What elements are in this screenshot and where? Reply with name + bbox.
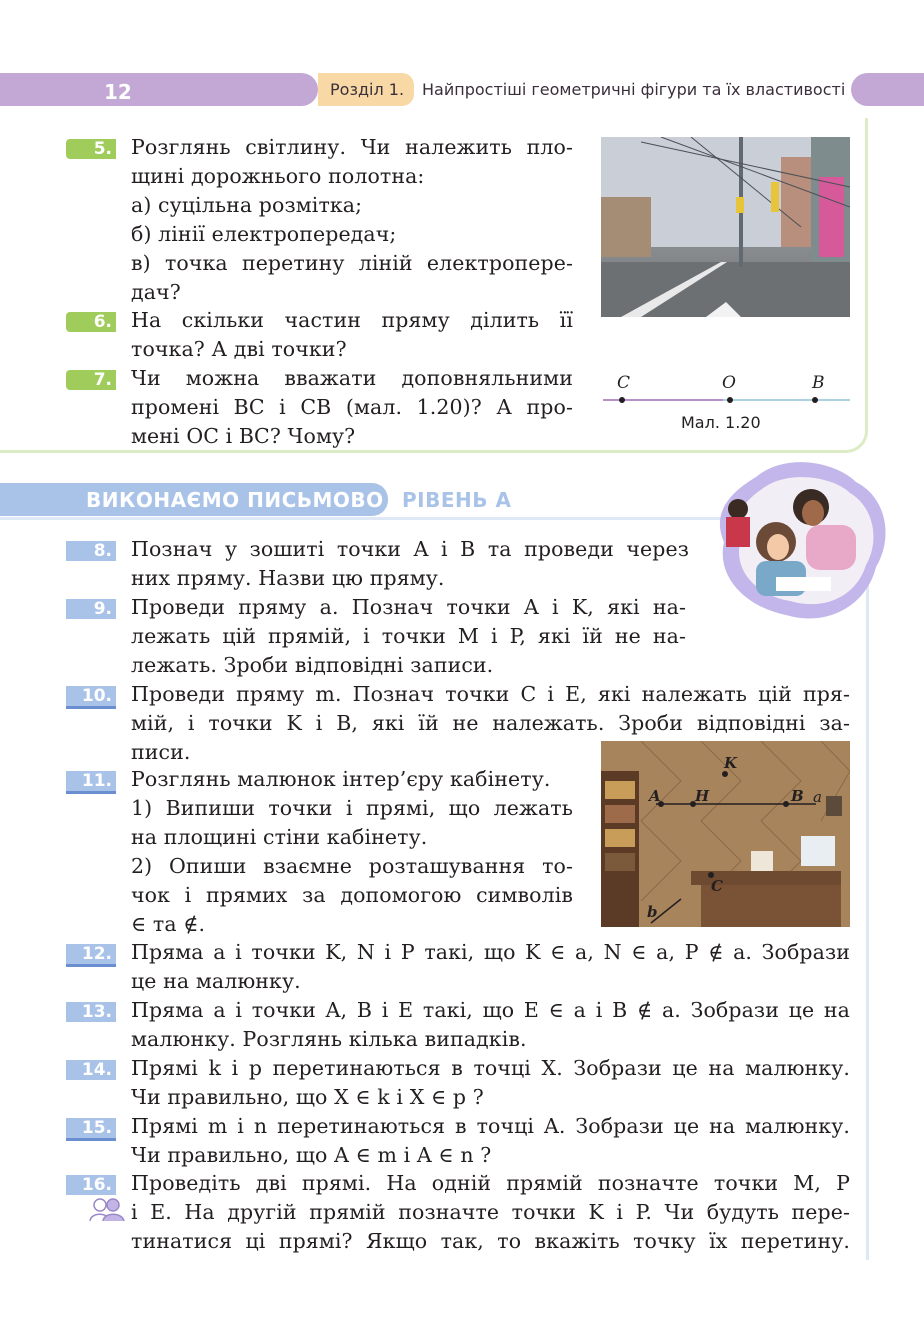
point-c [619, 397, 625, 403]
task-line: а) суцільна розмітка; [131, 193, 363, 217]
point-o [727, 397, 733, 403]
task-15-text [131, 1112, 850, 1170]
task-number: 14. [66, 1060, 116, 1080]
task-line: 1) Випиши точки і прямі, що лежать [131, 796, 573, 820]
task-line: На скільки частин пряму ділить її [131, 308, 573, 332]
figure-caption: Мал. 1.20 [681, 413, 761, 432]
task-line: Проведи пряму m. Познач точки C і E, які належать цій пря- [131, 682, 850, 706]
task-number: 6. [66, 312, 116, 332]
task-line: Розглянь світлину. Чи належить пло- [131, 135, 573, 159]
task-5-text [131, 133, 573, 307]
task-14-text [131, 1054, 850, 1112]
section-label: Розділ 1. [330, 80, 405, 99]
task-number: 12. [66, 944, 116, 967]
point-b [812, 397, 818, 403]
task-line: лежать. Зроби відповідні записи. [131, 653, 494, 677]
task-8-text [131, 535, 689, 593]
task-16-text [131, 1169, 850, 1256]
room-label-a-line: a [813, 788, 822, 806]
task-line: це на малюнку. [131, 969, 301, 993]
room-label-c: C [711, 877, 723, 895]
task-line: малюнку. Розглянь кілька випадків. [131, 1027, 527, 1051]
room-label-b: B [791, 787, 804, 805]
task-line: Прямі k і p перетинаються в точці X. Зобрази це на малюнку. [131, 1056, 850, 1080]
task-line: Чи можна вважати доповняльними [131, 366, 573, 390]
room-label-b-line: b [647, 903, 658, 921]
task-12-text [131, 938, 850, 996]
task-line: мені ОС і ВС? Чому? [131, 424, 356, 448]
room-label-k: K [724, 754, 738, 772]
header-left-band [0, 73, 318, 106]
label-o: O [722, 373, 736, 393]
task-line: Познач у зошиті точки A і B та проведи через [131, 537, 689, 561]
task-line: писи. [131, 740, 191, 764]
task-number: 10. [66, 686, 116, 709]
task-line: Пряма a і точки A, B і E такі, що E ∈ a і B ∉ a. Зобрази це на [131, 998, 850, 1022]
group-work-icon [88, 1197, 126, 1223]
task-number: 13. [66, 1002, 116, 1022]
room-label-h: H [695, 787, 710, 805]
task-line: тинатися ці прямі? Якщо так, то вкажіть точку їх перетину. [131, 1229, 850, 1253]
task-number: 11. [66, 771, 116, 794]
task-line: Чи правильно, що X ∈ k і X ∈ p ? [131, 1085, 484, 1109]
room-label-a: A [649, 787, 661, 805]
task-line: промені ВС і СВ (мал. 1.20)? А про- [131, 395, 573, 419]
task-line: мій, і точки K і B, які їй не належать. Зроби відповідні за- [131, 711, 850, 735]
task-line: Чи правильно, що A ∈ m і A ∈ n ? [131, 1143, 492, 1167]
task-line: щині дорожнього полотна: [131, 164, 425, 188]
page-number: 12 [104, 80, 132, 104]
task-13-text [131, 996, 850, 1054]
task-line: лежать цій прямій, і точки M і P, які їй не на- [131, 624, 686, 648]
task-6-text [131, 306, 573, 364]
task-11-text [131, 765, 573, 939]
label-c: C [617, 373, 631, 393]
students-illustration [716, 457, 890, 625]
section-bar-title: ВИКОНАЄМО ПИСЬМОВО [86, 488, 384, 512]
task-number: 9. [66, 599, 116, 619]
task-number: 7. [66, 370, 116, 390]
task-line: б) лінії електропередач; [131, 222, 397, 246]
section-side-rule [866, 560, 869, 1260]
task-line: 2) Опиши взаємне розташування то- [131, 854, 573, 878]
task-number: 15. [66, 1118, 116, 1141]
task-9-text [131, 593, 686, 680]
task-line: них пряму. Назви цю пряму. [131, 566, 445, 590]
street-photo [601, 137, 850, 317]
task-line: Розглянь малюнок інтер’єру кабінету. [131, 767, 551, 791]
task-line: в) точка перетину ліній електропере- [131, 251, 573, 275]
task-number: 8. [66, 541, 116, 561]
header-right-band [851, 73, 924, 106]
task-line: точка? А дві точки? [131, 337, 347, 361]
task-number: 16. [66, 1175, 116, 1195]
task-line: на площині стіни кабінету. [131, 825, 428, 849]
level-label: РІВЕНЬ А [402, 488, 512, 512]
task-line: ∈ та ∉. [131, 912, 206, 936]
chapter-title: Найпростіші геометричні фігури та їх властивості [422, 80, 846, 99]
task-line: Проведіть дві прямі. На одній прямій позначте точки M, P [131, 1171, 850, 1195]
task-line: і E. На другій прямій позначте точки K і P. Чи будуть пере- [131, 1200, 850, 1224]
label-b: B [812, 373, 825, 393]
task-line: Проведи пряму a. Познач точки A і K, які на- [131, 595, 686, 619]
task-line: дач? [131, 280, 181, 304]
task-number: 5. [66, 139, 116, 159]
task-line: Пряма a і точки K, N і P такі, що K ∈ a, N ∈ a, P ∉ a. Зобрази [131, 940, 850, 964]
task-7-text [131, 364, 573, 451]
section-rule [0, 517, 760, 520]
task-line: чок і прямих за допомогою символів [131, 883, 573, 907]
task-line: Прямі m і n перетинаються в точці A. Зобрази це на малюнку. [131, 1114, 850, 1138]
